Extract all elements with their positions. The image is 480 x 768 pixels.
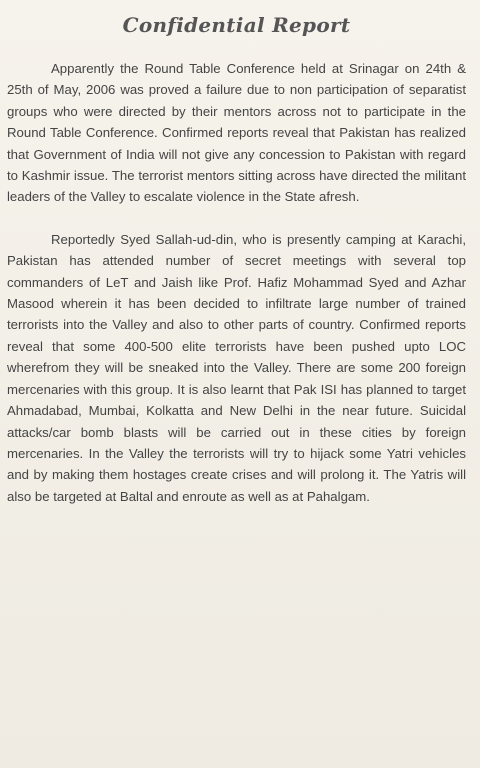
document-title: Confidential Report [122,13,351,37]
paragraph-2-text: Reportedly Syed Sallah-ud-din, who is presently camping at Karachi, Pakistan has attended number of secret meetings with several top commanders of LeT and Jaish like Prof. Hafiz Mohammad Syed and Azhar Masood wherein it has been decided to infiltrate large number of trained terrorists into the Valley and also to other parts of country. Confirmed reports reveal that some 400-500 elite terrorists have been pushed upto LOC wherefrom they will be sneaked into the Valley. There are some 200 foreign mercenaries with this group. It is also learnt that Pak ISI has planned to target Ahmadabad, Mumbai, Kolkatta and New Delhi in the near future. Suicidal attacks/car bomb blasts will be carried out in these cities by foreign mercenaries. In the Valley the terrorists will try to hijack some Yatri vehicles and by making them hostages create crises and will prolong it. The Yatris will also be targeted at Baltal and enroute as well as at Pahalgam. [7,231,466,504]
paragraph-2 [7,229,466,507]
paragraph-1-text: Apparently the Round Table Conference held at Srinagar on 24th & 25th of May, 2006 was proved a failure due to non participation of separatist groups who were directed by their mentors across not to participate in the Round Table Conference. Confirmed reports reveal that Pakistan has realized that Government of India will not give any concession to Pakistan with regard to Kashmir issue. The terrorist mentors sitting across have directed the militant leaders of the Valley to escalate violence in the State afresh. [7,61,466,205]
paragraph-1 [7,58,466,208]
